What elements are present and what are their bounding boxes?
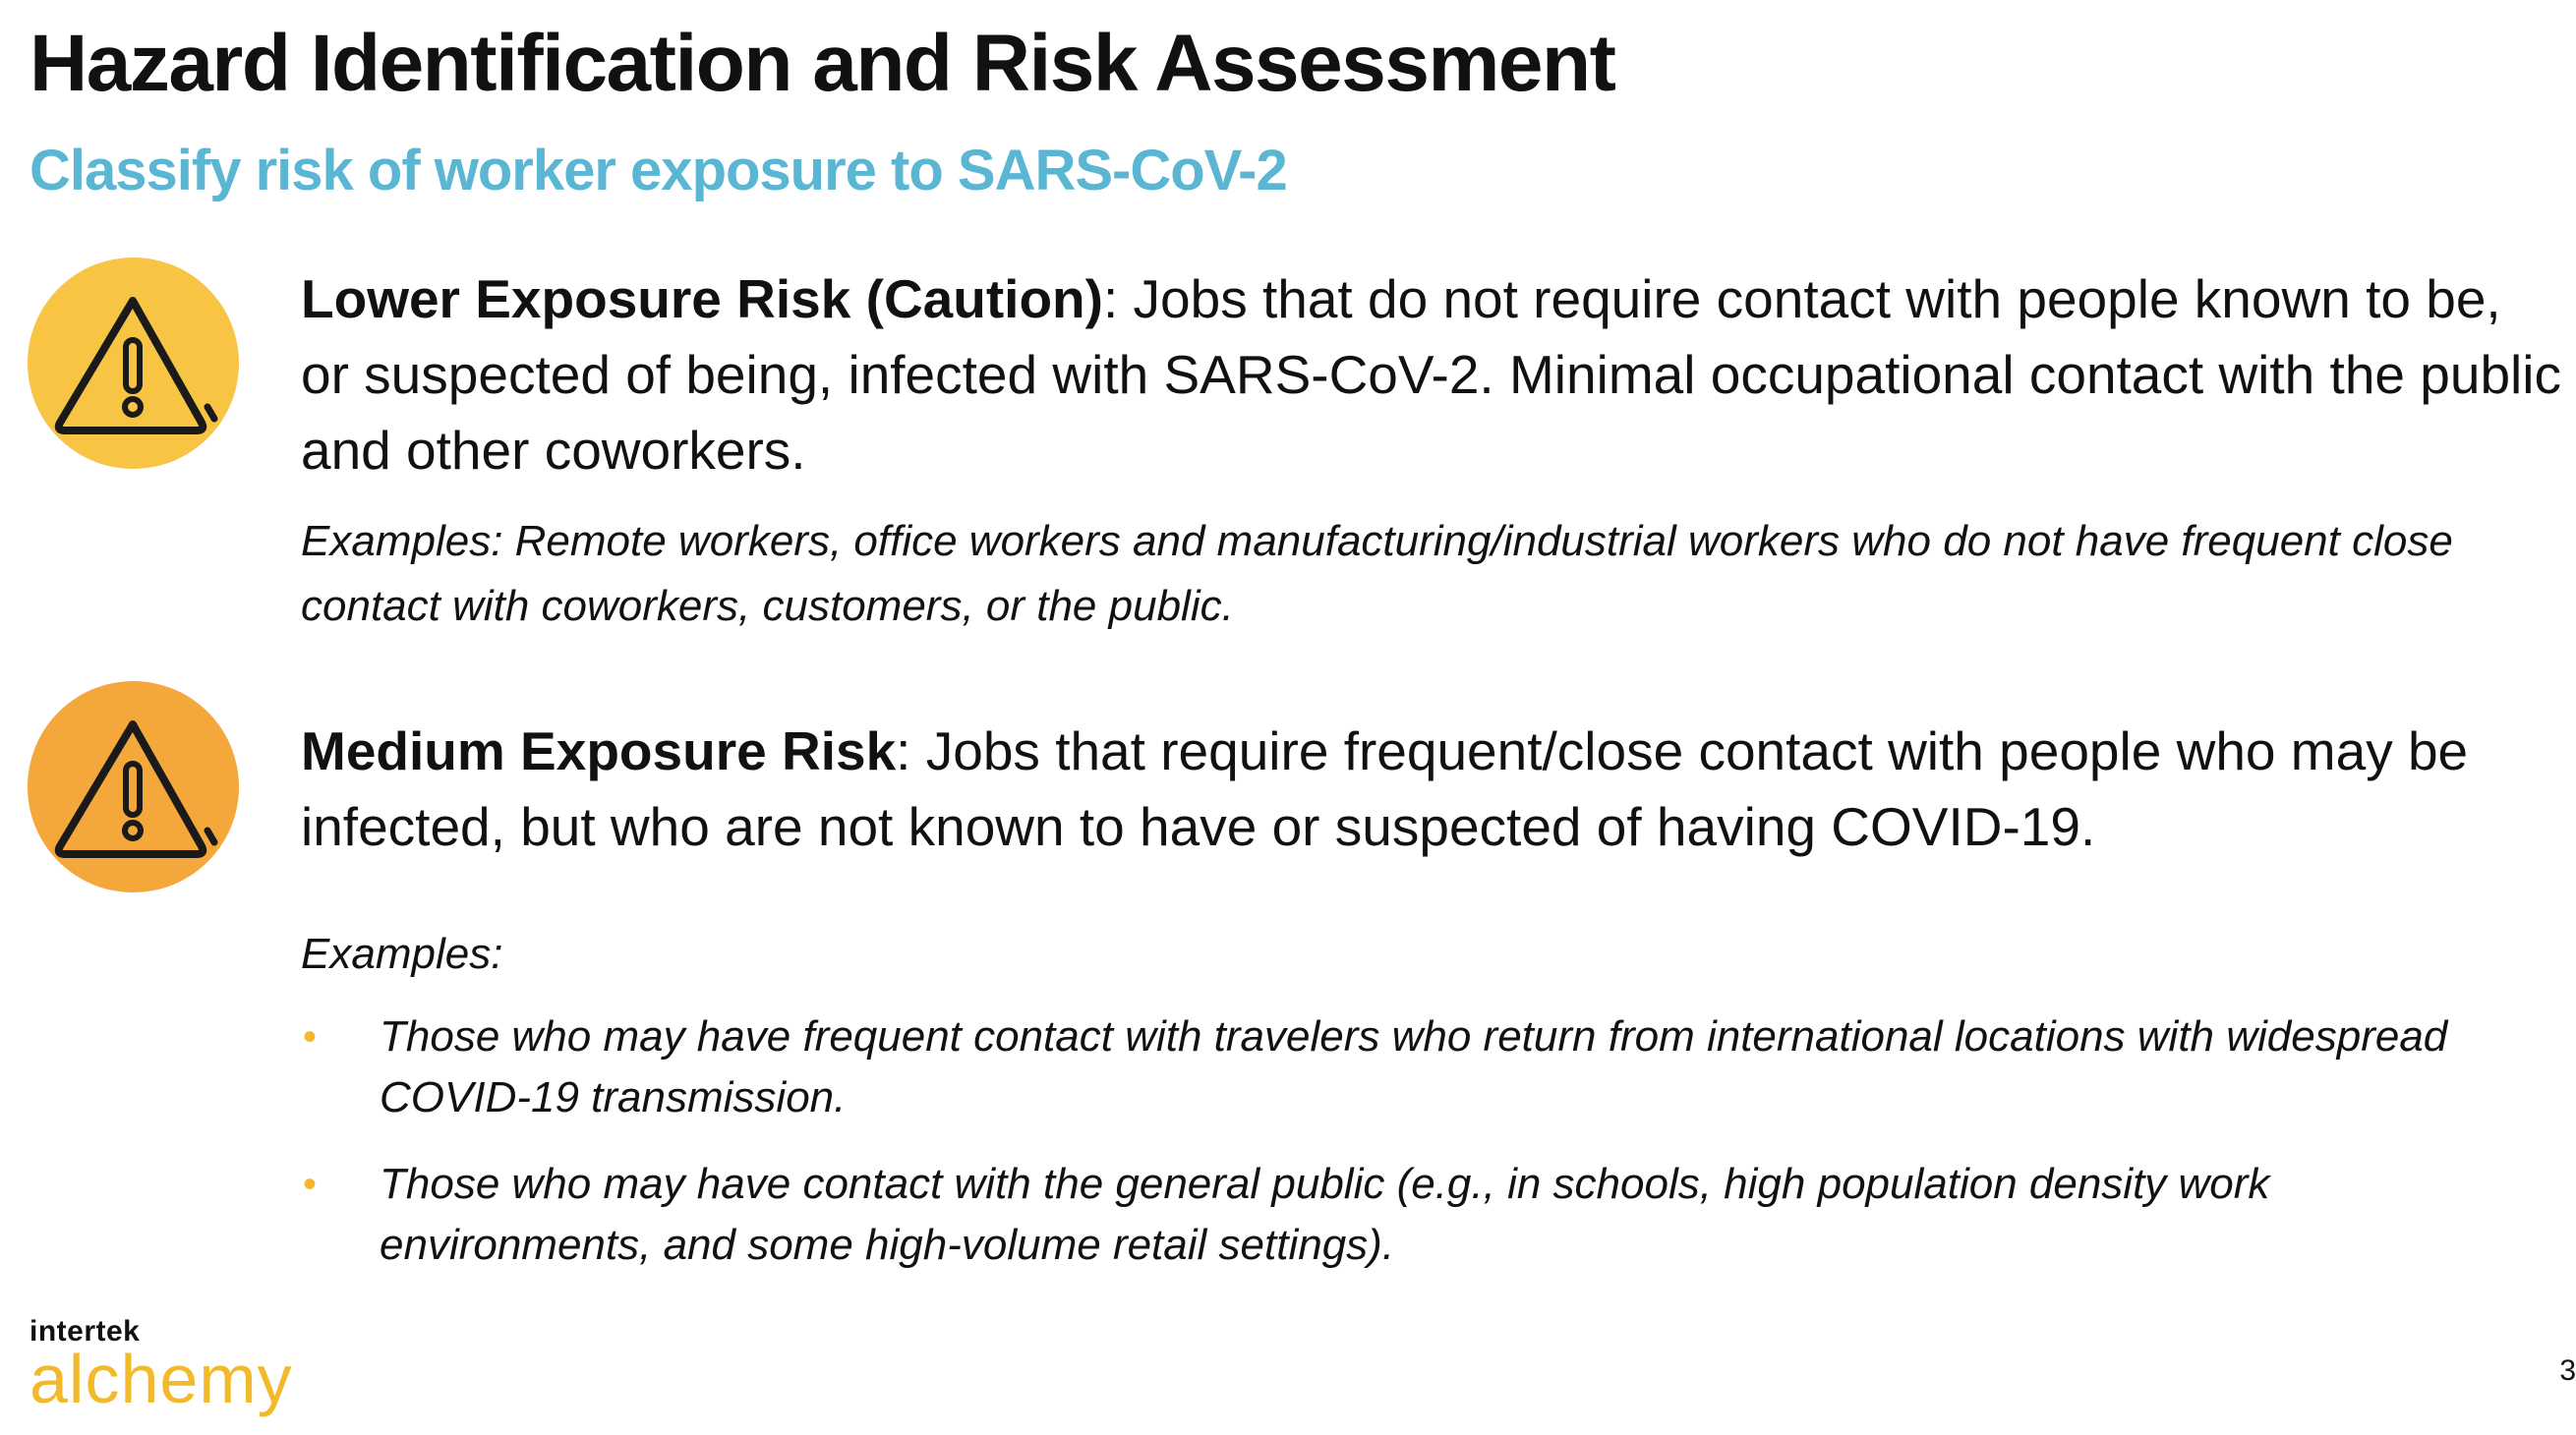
medium-risk-examples-list bbox=[301, 1006, 2513, 1301]
medium-risk-examples-label: Examples: bbox=[301, 930, 503, 978]
list-item-text: Those who may have frequent contact with travelers who return from international locations with widespread COVID-19 transmission. bbox=[380, 1012, 2448, 1121]
medium-risk-description bbox=[301, 714, 2562, 865]
lower-risk-examples: Examples: Remote workers, office workers and manufacturing/industrial workers who do not have frequent close contact with coworkers, customers, or the public. bbox=[301, 517, 2453, 630]
lower-risk-label: Lower Exposure Risk (Caution) bbox=[301, 268, 1103, 329]
logo-main-text: alchemy bbox=[29, 1341, 293, 1417]
page-number: 3 bbox=[2559, 1354, 2576, 1387]
medium-risk-label: Medium Exposure Risk bbox=[301, 720, 897, 781]
intertek-alchemy-logo bbox=[29, 1315, 293, 1417]
warning-triangle-icon bbox=[28, 681, 239, 892]
warning-triangle-icon bbox=[28, 258, 239, 469]
bullet-icon: • bbox=[303, 1163, 318, 1206]
bullet-icon: • bbox=[303, 1015, 318, 1059]
page-subtitle: Classify risk of worker exposure to SARS-CoV-2 bbox=[29, 139, 1287, 202]
list-item bbox=[301, 1006, 2513, 1128]
lower-risk-text: : Jobs that do not require contact with people known to be, or suspected of being, infected with SARS-CoV-2. Minimal occupational contact with the public and other coworkers. bbox=[301, 268, 2561, 481]
medium-risk-text: : Jobs that require frequent/close contact with people who may be infected, but who are not known to have or suspected of having COVID-19. bbox=[301, 720, 2469, 857]
page-title: Hazard Identification and Risk Assessment bbox=[29, 19, 1615, 108]
list-item bbox=[301, 1154, 2513, 1276]
lower-risk-description bbox=[301, 261, 2562, 488]
list-item-text: Those who may have contact with the general public (e.g., in schools, high population density work environments, and some high-volume retail settings). bbox=[380, 1160, 2270, 1269]
logo-top-text: intertek bbox=[29, 1315, 141, 1348]
